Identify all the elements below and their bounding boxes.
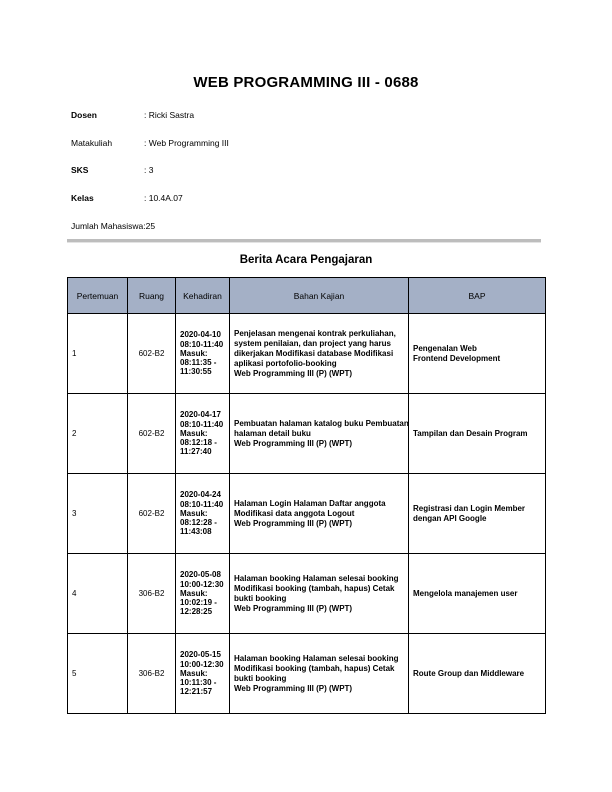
info-value-sks: : 3 xyxy=(144,165,154,175)
info-label-kelas: Kelas xyxy=(71,193,94,203)
table-row xyxy=(68,634,546,714)
cell-bap xyxy=(409,314,546,394)
bahan-kajian-line: Modifikasi booking (tambah, hapus) Cetak xyxy=(234,663,395,673)
bahan-kajian-line: bukti booking xyxy=(234,593,287,603)
bahan-kajian-line: Web Programming III (P) (WPT) xyxy=(234,438,353,448)
table-row xyxy=(68,474,546,554)
kehadiran-line: 08:12:28 - xyxy=(180,518,217,528)
header-bahan-kajian: Bahan Kajian xyxy=(230,278,409,314)
kehadiran-line: Masuk: xyxy=(180,668,208,678)
kehadiran-line: Masuk: xyxy=(180,348,208,358)
bahan-kajian-line: Modifikasi data anggota Logout xyxy=(234,508,355,518)
bap-line: Tampilan dan Desain Program xyxy=(413,428,528,438)
header-bap: BAP xyxy=(409,278,546,314)
bap-table xyxy=(67,277,546,714)
bap-line: Route Group dan Middleware xyxy=(413,668,525,678)
info-label-dosen: Dosen xyxy=(71,110,97,120)
kehadiran-line: 11:43:08 xyxy=(180,527,212,537)
kehadiran-line: Masuk: xyxy=(180,588,208,598)
bahan-kajian-line: Penjelasan mengenai kontrak perkuliahan, xyxy=(234,328,396,338)
cell-bahan-kajian xyxy=(230,634,409,714)
cell-ruang: 306-B2 xyxy=(128,634,176,714)
bahan-kajian-line: Halaman booking Halaman selesai booking xyxy=(234,653,399,663)
cell-ruang: 602-B2 xyxy=(128,314,176,394)
table-row xyxy=(68,554,546,634)
document-title: WEB PROGRAMMING III - 0688 xyxy=(193,74,419,91)
kehadiran-line: 2020-05-08 xyxy=(180,570,221,580)
cell-bahan-kajian xyxy=(230,474,409,554)
cell-kehadiran xyxy=(176,394,230,474)
divider xyxy=(67,239,541,243)
bap-line: Registrasi dan Login Member xyxy=(413,503,526,513)
cell-bap xyxy=(409,554,546,634)
student-count: Jumlah Mahasiswa:25 xyxy=(71,221,156,231)
bahan-kajian-line: halaman detail buku xyxy=(234,428,311,438)
bahan-kajian-line: Web Programming III (P) (WPT) xyxy=(234,603,353,613)
bahan-kajian-line: Web Programming III (P) (WPT) xyxy=(234,683,353,693)
cell-pertemuan: 2 xyxy=(68,394,128,474)
cell-bahan-kajian xyxy=(230,554,409,634)
bap-line: Frontend Development xyxy=(413,353,501,363)
info-value-kelas: : 10.4A.07 xyxy=(144,193,183,203)
kehadiran-line: 11:30:55 xyxy=(180,367,212,377)
bahan-kajian-line: Pembuatan halaman katalog buku Pembuatan xyxy=(234,418,409,428)
info-label-sks: SKS xyxy=(71,165,89,175)
cell-bap xyxy=(409,474,546,554)
cell-bahan-kajian xyxy=(230,394,409,474)
cell-pertemuan: 3 xyxy=(68,474,128,554)
bap-line: Pengenalan Web xyxy=(413,343,477,353)
header-pertemuan: Pertemuan xyxy=(68,278,128,314)
info-value-matakuliah: : Web Programming III xyxy=(144,138,229,148)
kehadiran-line: Masuk: xyxy=(180,428,208,438)
cell-bap xyxy=(409,394,546,474)
kehadiran-line: 12:21:57 xyxy=(180,687,213,697)
cell-ruang: 602-B2 xyxy=(128,394,176,474)
info-value-dosen: : Ricki Sastra xyxy=(144,110,195,120)
bahan-kajian-line: bukti booking xyxy=(234,673,287,683)
bap-line: dengan API Google xyxy=(413,513,487,523)
bahan-kajian-line: dikerjakan Modifikasi database Modifikasi xyxy=(234,348,394,358)
header-kehadiran: Kehadiran xyxy=(176,278,230,314)
kehadiran-line: 08:10-11:40 xyxy=(180,419,224,429)
bahan-kajian-line: Web Programming III (P) (WPT) xyxy=(234,518,353,528)
cell-pertemuan: 5 xyxy=(68,634,128,714)
kehadiran-line: 11:27:40 xyxy=(180,447,212,457)
table-row xyxy=(68,314,546,394)
cell-kehadiran xyxy=(176,314,230,394)
kehadiran-line: 08:11:35 - xyxy=(180,358,217,368)
header-ruang: Ruang xyxy=(128,278,176,314)
kehadiran-line: Masuk: xyxy=(180,508,208,518)
bahan-kajian-line: Web Programming III (P) (WPT) xyxy=(234,368,353,378)
bahan-kajian-line: Halaman Login Halaman Daftar anggota xyxy=(234,498,386,508)
bahan-kajian-line: Modifikasi booking (tambah, hapus) Cetak xyxy=(234,583,395,593)
cell-kehadiran xyxy=(176,474,230,554)
kehadiran-line: 10:11:30 - xyxy=(180,678,217,688)
table-header-row xyxy=(68,278,546,314)
bap-line: Mengelola manajemen user xyxy=(413,588,518,598)
cell-ruang: 602-B2 xyxy=(128,474,176,554)
cell-pertemuan: 4 xyxy=(68,554,128,634)
cell-bahan-kajian xyxy=(230,314,409,394)
cell-bap xyxy=(409,634,546,714)
kehadiran-line: 08:12:18 - xyxy=(180,438,217,448)
cell-ruang: 306-B2 xyxy=(128,554,176,634)
kehadiran-line: 10:00-12:30 xyxy=(180,659,224,669)
bahan-kajian-line: system penilaian, dan project yang harus xyxy=(234,338,391,348)
cell-kehadiran xyxy=(176,554,230,634)
kehadiran-line: 12:28:25 xyxy=(180,607,213,617)
kehadiran-line: 2020-05-15 xyxy=(180,650,221,660)
info-label-matakuliah: Matakuliah xyxy=(71,138,113,148)
kehadiran-line: 2020-04-24 xyxy=(180,490,221,500)
kehadiran-line: 08:10-11:40 xyxy=(180,339,224,349)
bahan-kajian-line: Halaman booking Halaman selesai booking xyxy=(234,573,399,583)
table-row xyxy=(68,394,546,474)
kehadiran-line: 10:00-12:30 xyxy=(180,579,224,589)
kehadiran-line: 10:02:19 - xyxy=(180,598,217,608)
cell-kehadiran xyxy=(176,634,230,714)
kehadiran-line: 2020-04-17 xyxy=(180,410,221,420)
bahan-kajian-line: aplikasi portofolio-booking xyxy=(234,358,337,368)
kehadiran-line: 2020-04-10 xyxy=(180,330,221,340)
section-title: Berita Acara Pengajaran xyxy=(239,254,373,266)
kehadiran-line: 08:10-11:40 xyxy=(180,499,224,509)
cell-pertemuan: 1 xyxy=(68,314,128,394)
